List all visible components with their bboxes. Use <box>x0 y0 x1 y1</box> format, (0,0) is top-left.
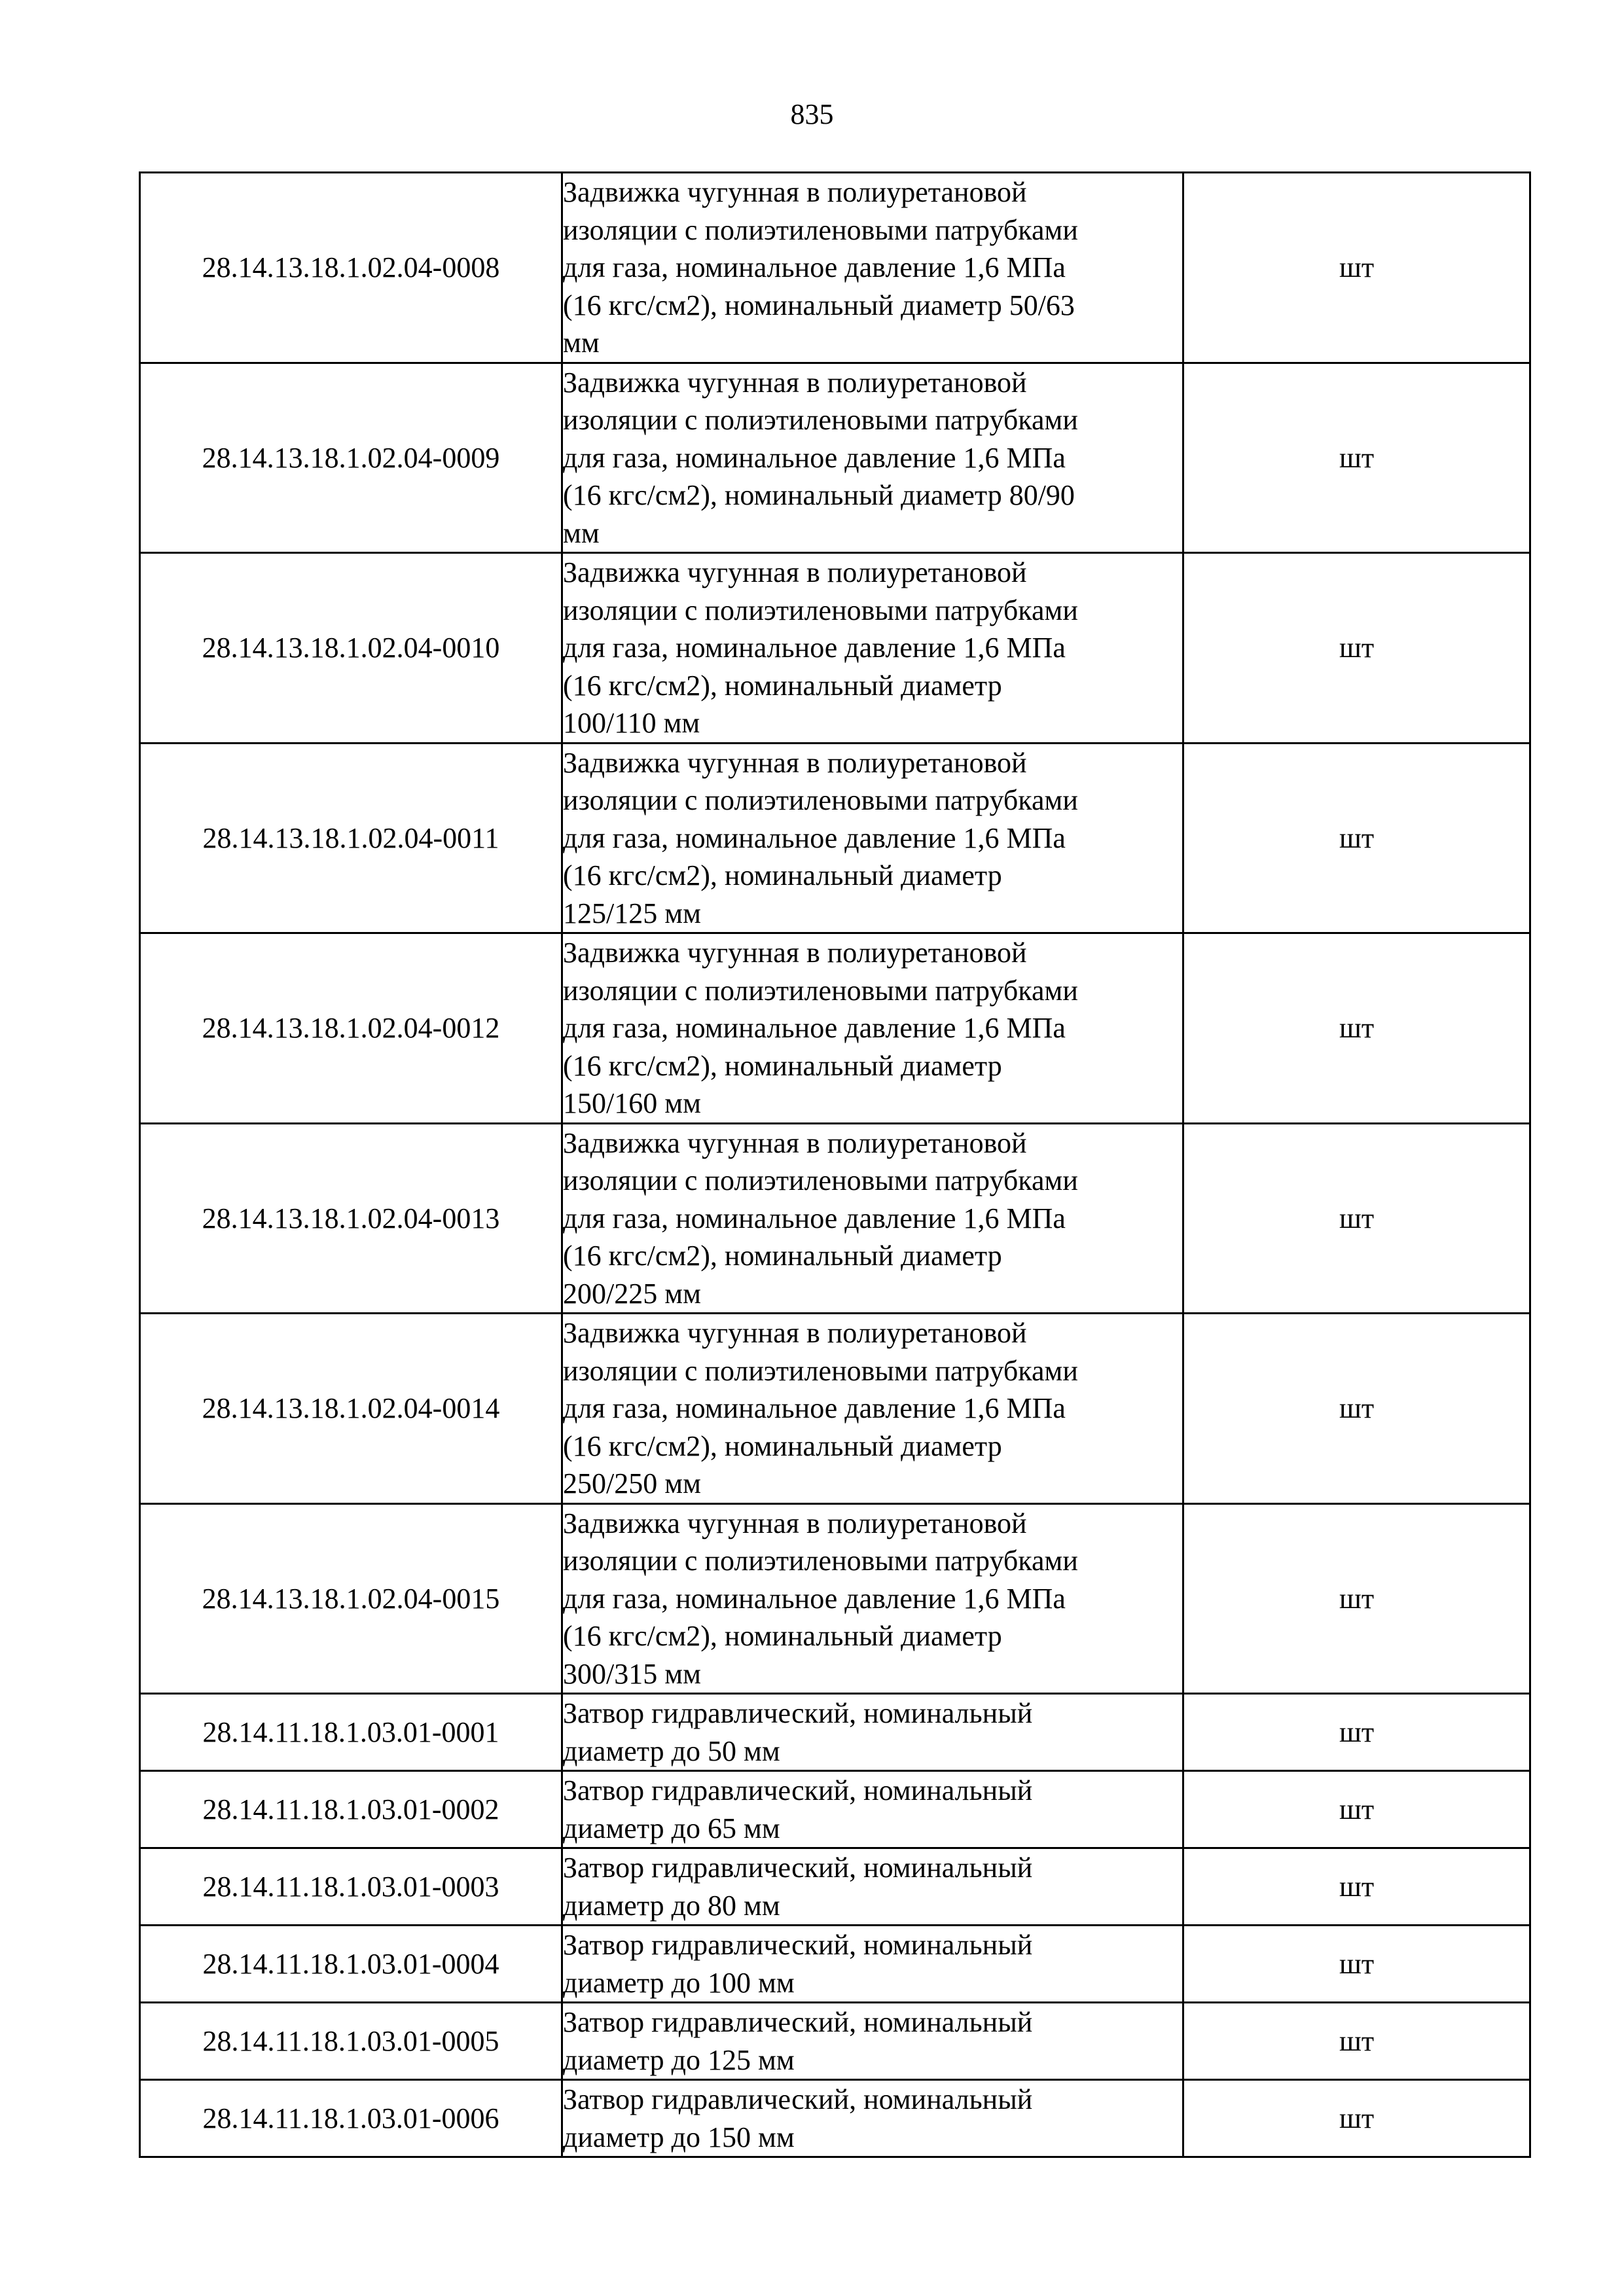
resource-name-line: диаметр до 125 мм <box>563 2043 795 2076</box>
resource-code-cell: 28.14.13.18.1.02.04-0009 <box>140 363 562 553</box>
resource-name-line: (16 кгс/см2), номинальный диаметр <box>563 1240 1002 1272</box>
resource-name-line: 150/160 мм <box>563 1087 701 1119</box>
unit-cell: шт <box>1183 1123 1530 1314</box>
resource-name-line: диаметр до 50 мм <box>563 1734 780 1767</box>
resource-code-cell: 28.14.11.18.1.03.01-0005 <box>140 2003 562 2080</box>
resource-name-line: Задвижка чугунная в полиуретановой <box>563 1317 1027 1349</box>
resource-name-line: Затвор гидравлический, номинальный <box>563 2083 1033 2115</box>
resource-code-cell: 28.14.11.18.1.03.01-0002 <box>140 1771 562 1848</box>
resource-name-line: изоляции с полиэтиленовыми патрубками <box>563 404 1078 436</box>
resource-name-cell <box>562 1503 1183 1694</box>
resource-code-cell: 28.14.13.18.1.02.04-0014 <box>140 1314 562 1504</box>
table-row <box>140 363 1530 553</box>
unit-cell: шт <box>1183 553 1530 744</box>
table-row <box>140 553 1530 744</box>
resource-code-cell: 28.14.11.18.1.03.01-0006 <box>140 2080 562 2157</box>
page-number: 835 <box>790 98 834 130</box>
unit-cell: шт <box>1183 2003 1530 2080</box>
resource-name-line: Задвижка чугунная в полиуретановой <box>563 1507 1027 1539</box>
table-row <box>140 173 1530 363</box>
unit-cell: шт <box>1183 1926 1530 2003</box>
unit-cell: шт <box>1183 933 1530 1124</box>
resource-name-cell <box>562 743 1183 933</box>
table-row <box>140 1123 1530 1314</box>
resource-name-line: мм <box>563 327 600 359</box>
resource-name-line: Затвор гидравлический, номинальный <box>563 2006 1033 2038</box>
resource-name-line: для газа, номинальное давление 1,6 МПа <box>563 821 1066 854</box>
resource-name-line: мм <box>563 516 600 549</box>
resource-name-line: диаметр до 100 мм <box>563 1966 795 1999</box>
table-row <box>140 933 1530 1124</box>
unit-cell: шт <box>1183 743 1530 933</box>
resource-name-cell <box>562 2003 1183 2080</box>
resource-name-line: изоляции с полиэтиленовыми патрубками <box>563 594 1078 626</box>
resource-name-line: для газа, номинальное давление 1,6 МПа <box>563 1012 1066 1044</box>
resource-name-line: изоляции с полиэтиленовыми патрубками <box>563 784 1078 816</box>
resource-name-cell <box>562 1123 1183 1314</box>
unit-cell: шт <box>1183 1503 1530 1694</box>
resource-name-line: Задвижка чугунная в полиуретановой <box>563 1126 1027 1159</box>
resource-code-cell: 28.14.13.18.1.02.04-0008 <box>140 173 562 363</box>
resource-name-cell <box>562 363 1183 553</box>
resource-code-cell: 28.14.13.18.1.02.04-0013 <box>140 1123 562 1314</box>
table-row <box>140 2080 1530 2157</box>
resource-name-cell <box>562 1771 1183 1848</box>
resource-code-cell: 28.14.11.18.1.03.01-0001 <box>140 1694 562 1771</box>
resource-name-cell <box>562 2080 1183 2157</box>
resource-name-line: Затвор гидравлический, номинальный <box>563 1852 1033 1884</box>
resource-code-cell: 28.14.13.18.1.02.04-0010 <box>140 553 562 744</box>
resource-name-line: изоляции с полиэтиленовыми патрубками <box>563 213 1078 246</box>
unit-cell: шт <box>1183 173 1530 363</box>
resource-name-line: (16 кгс/см2), номинальный диаметр <box>563 1429 1002 1462</box>
resource-code-cell: 28.14.13.18.1.02.04-0011 <box>140 743 562 933</box>
resource-name-line: (16 кгс/см2), номинальный диаметр 80/90 <box>563 479 1075 511</box>
resource-name-line: для газа, номинальное давление 1,6 МПа <box>563 1582 1066 1615</box>
resource-name-line: изоляции с полиэтиленовыми патрубками <box>563 1545 1078 1577</box>
resource-name-cell <box>562 933 1183 1124</box>
unit-cell: шт <box>1183 1314 1530 1504</box>
unit-cell: шт <box>1183 1848 1530 1926</box>
resource-name-line: 200/225 мм <box>563 1277 701 1310</box>
resource-name-line: для газа, номинальное давление 1,6 МПа <box>563 632 1066 664</box>
resource-name-cell <box>562 553 1183 744</box>
resource-name-line: 125/125 мм <box>563 897 701 929</box>
resource-name-line: (16 кгс/см2), номинальный диаметр <box>563 859 1002 891</box>
table-row <box>140 1771 1530 1848</box>
resource-name-line: Задвижка чугунная в полиуретановой <box>563 366 1027 399</box>
materials-table <box>139 171 1531 2158</box>
resource-code-cell: 28.14.13.18.1.02.04-0015 <box>140 1503 562 1694</box>
resource-name-cell <box>562 173 1183 363</box>
resource-name-line: 300/315 мм <box>563 1657 701 1690</box>
table-row <box>140 1503 1530 1694</box>
resource-name-line: диаметр до 80 мм <box>563 1889 780 1922</box>
table-row <box>140 1314 1530 1504</box>
resource-name-line: Затвор гидравлический, номинальный <box>563 1774 1033 1806</box>
resource-name-line: Затвор гидравлический, номинальный <box>563 1697 1033 1729</box>
table-row <box>140 1926 1530 2003</box>
resource-name-cell <box>562 1694 1183 1771</box>
resource-code-cell: 28.14.11.18.1.03.01-0004 <box>140 1926 562 2003</box>
resource-name-line: (16 кгс/см2), номинальный диаметр 50/63 <box>563 289 1075 321</box>
resource-name-line: (16 кгс/см2), номинальный диаметр <box>563 669 1002 702</box>
table-row <box>140 1694 1530 1771</box>
resource-name-line: диаметр до 150 мм <box>563 2121 795 2153</box>
resource-name-cell <box>562 1848 1183 1926</box>
resource-name-line: для газа, номинальное давление 1,6 МПа <box>563 1392 1066 1424</box>
resource-name-line: для газа, номинальное давление 1,6 МПа <box>563 251 1066 283</box>
resource-name-line: изоляции с полиэтиленовыми патрубками <box>563 1164 1078 1196</box>
resource-name-line: для газа, номинальное давление 1,6 МПа <box>563 441 1066 474</box>
resource-name-cell <box>562 1314 1183 1504</box>
resource-code-cell: 28.14.13.18.1.02.04-0012 <box>140 933 562 1124</box>
table-row <box>140 2003 1530 2080</box>
table-body <box>140 173 1530 2157</box>
resource-name-line: Задвижка чугунная в полиуретановой <box>563 556 1027 588</box>
resource-name-line: Задвижка чугунная в полиуретановой <box>563 937 1027 969</box>
resource-name-line: 250/250 мм <box>563 1467 701 1499</box>
table-row <box>140 1848 1530 1926</box>
resource-name-line: Задвижка чугунная в полиуретановой <box>563 176 1027 208</box>
resource-name-line: для газа, номинальное давление 1,6 МПа <box>563 1202 1066 1234</box>
resource-name-cell <box>562 1926 1183 2003</box>
resource-name-line: изоляции с полиэтиленовыми патрубками <box>563 1354 1078 1387</box>
unit-cell: шт <box>1183 2080 1530 2157</box>
resource-code-cell: 28.14.11.18.1.03.01-0003 <box>140 1848 562 1926</box>
resource-name-line: диаметр до 65 мм <box>563 1812 780 1844</box>
unit-cell: шт <box>1183 1694 1530 1771</box>
resource-name-line: (16 кгс/см2), номинальный диаметр <box>563 1049 1002 1082</box>
resource-name-line: 100/110 мм <box>563 707 700 739</box>
resource-name-line: Затвор гидравлический, номинальный <box>563 1929 1033 1961</box>
unit-cell: шт <box>1183 363 1530 553</box>
table-row <box>140 743 1530 933</box>
resource-name-line: (16 кгс/см2), номинальный диаметр <box>563 1620 1002 1652</box>
unit-cell: шт <box>1183 1771 1530 1848</box>
resource-name-line: Задвижка чугунная в полиуретановой <box>563 746 1027 779</box>
resource-name-line: изоляции с полиэтиленовыми патрубками <box>563 974 1078 1007</box>
